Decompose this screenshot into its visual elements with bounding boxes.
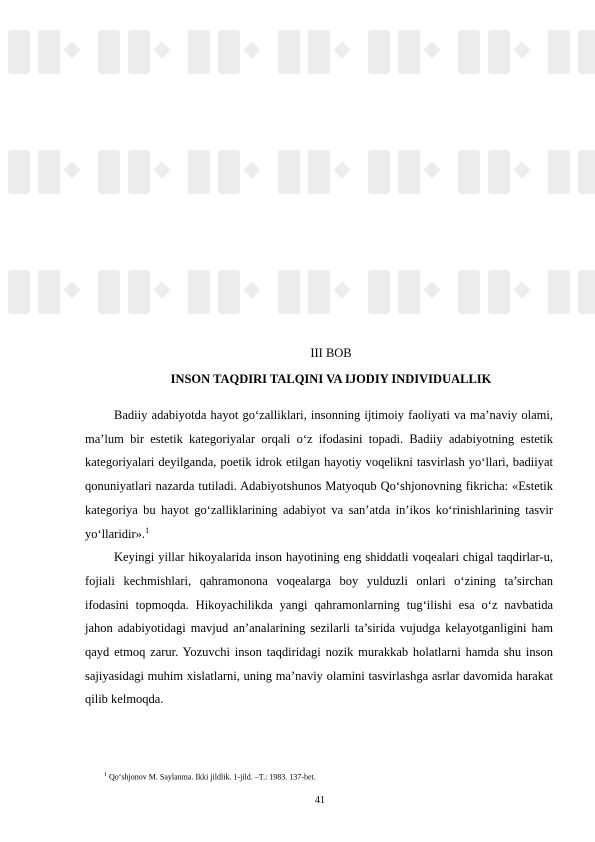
paragraph-1 — [85, 404, 553, 546]
footnote-text: Qo‘shjonov M. Saylanma. Ikki jildlik. 1-jild. –T.: 1983. 137-bet. — [109, 772, 316, 782]
document-page — [85, 343, 553, 712]
watermark-tile — [8, 30, 80, 74]
chapter-number: III BOB — [310, 346, 352, 360]
paragraph-2: Keyingi yillar hikoyalarida inson hayotining eng shiddatli voqealari chigal taqdirlar-u, fojiali kechmishlari, qahramonona voqealarga boy yulduzli onlari o‘zining ta’sirchan ifodasini topmoqda. Hikoyachilikda yangi qahramonlarning tug‘ilishi esa o‘z navbatida jahon adabiyotidagi mavjud an’analarining sezilarli ta’sirida vujudga kelayotganligini ham qayd etmoq zarur. Yozuvchi inson taqdiridagi nozik murakkab holatlarni hamda shu inson sajiyasidagi muhim xislatlarni, uning ma’naviy olamini tasvirlashga asrlar davomida harakat qilib kelmoqda. — [85, 550, 553, 707]
watermark-tile — [368, 270, 440, 314]
footnote — [104, 770, 316, 783]
watermark-tile — [188, 270, 260, 314]
watermark-tile — [278, 150, 350, 194]
watermark-tile — [278, 30, 350, 74]
watermark-tile — [458, 270, 530, 314]
watermark-tile — [548, 270, 595, 314]
watermark-tile — [98, 270, 170, 314]
watermark-tile — [98, 30, 170, 74]
watermark-tile — [548, 150, 595, 194]
watermark-tile — [8, 270, 80, 314]
paragraph-1-text: Badiiy adabiyotda hayot go‘zalliklari, insonning ijtimoiy faoliyati va ma’naviy olami, ma’lum bir estetik kategoriyalar orqali o‘z ifodasini topadi. Badiiy adabiyotning estetik kategoriyalari deyilganda, poetik idrok etilgan hayotiy voqelikni tasvirlash yo‘llari, badiiyat qonuniyatlari nazarda tutiladi. Adabiyotshunos Matyoqub Qo‘shjonovning fikricha: «Estetik kategoriya bu hayot go‘zalliklarining adabiyot va san’atda in’ikos ko‘rinishlarining tasvir yo‘llaridir». — [85, 408, 553, 541]
chapter-title: INSON TAQDIRI TALQINI VA IJODIY INDIVIDUALLIK — [170, 372, 492, 386]
page-number: 41 — [315, 795, 325, 806]
watermark-tile — [188, 150, 260, 194]
footnote-reference[interactable]: 1 — [145, 525, 150, 535]
watermark-tile — [98, 150, 170, 194]
watermark-tile — [368, 30, 440, 74]
watermark-tile — [548, 30, 595, 74]
watermark-tile — [368, 150, 440, 194]
footnote-mark: 1 — [104, 772, 107, 778]
watermark-tile — [188, 30, 260, 74]
watermark-tile — [458, 30, 530, 74]
watermark-tile — [458, 150, 530, 194]
watermark-tile — [8, 150, 80, 194]
watermark-tile — [278, 270, 350, 314]
